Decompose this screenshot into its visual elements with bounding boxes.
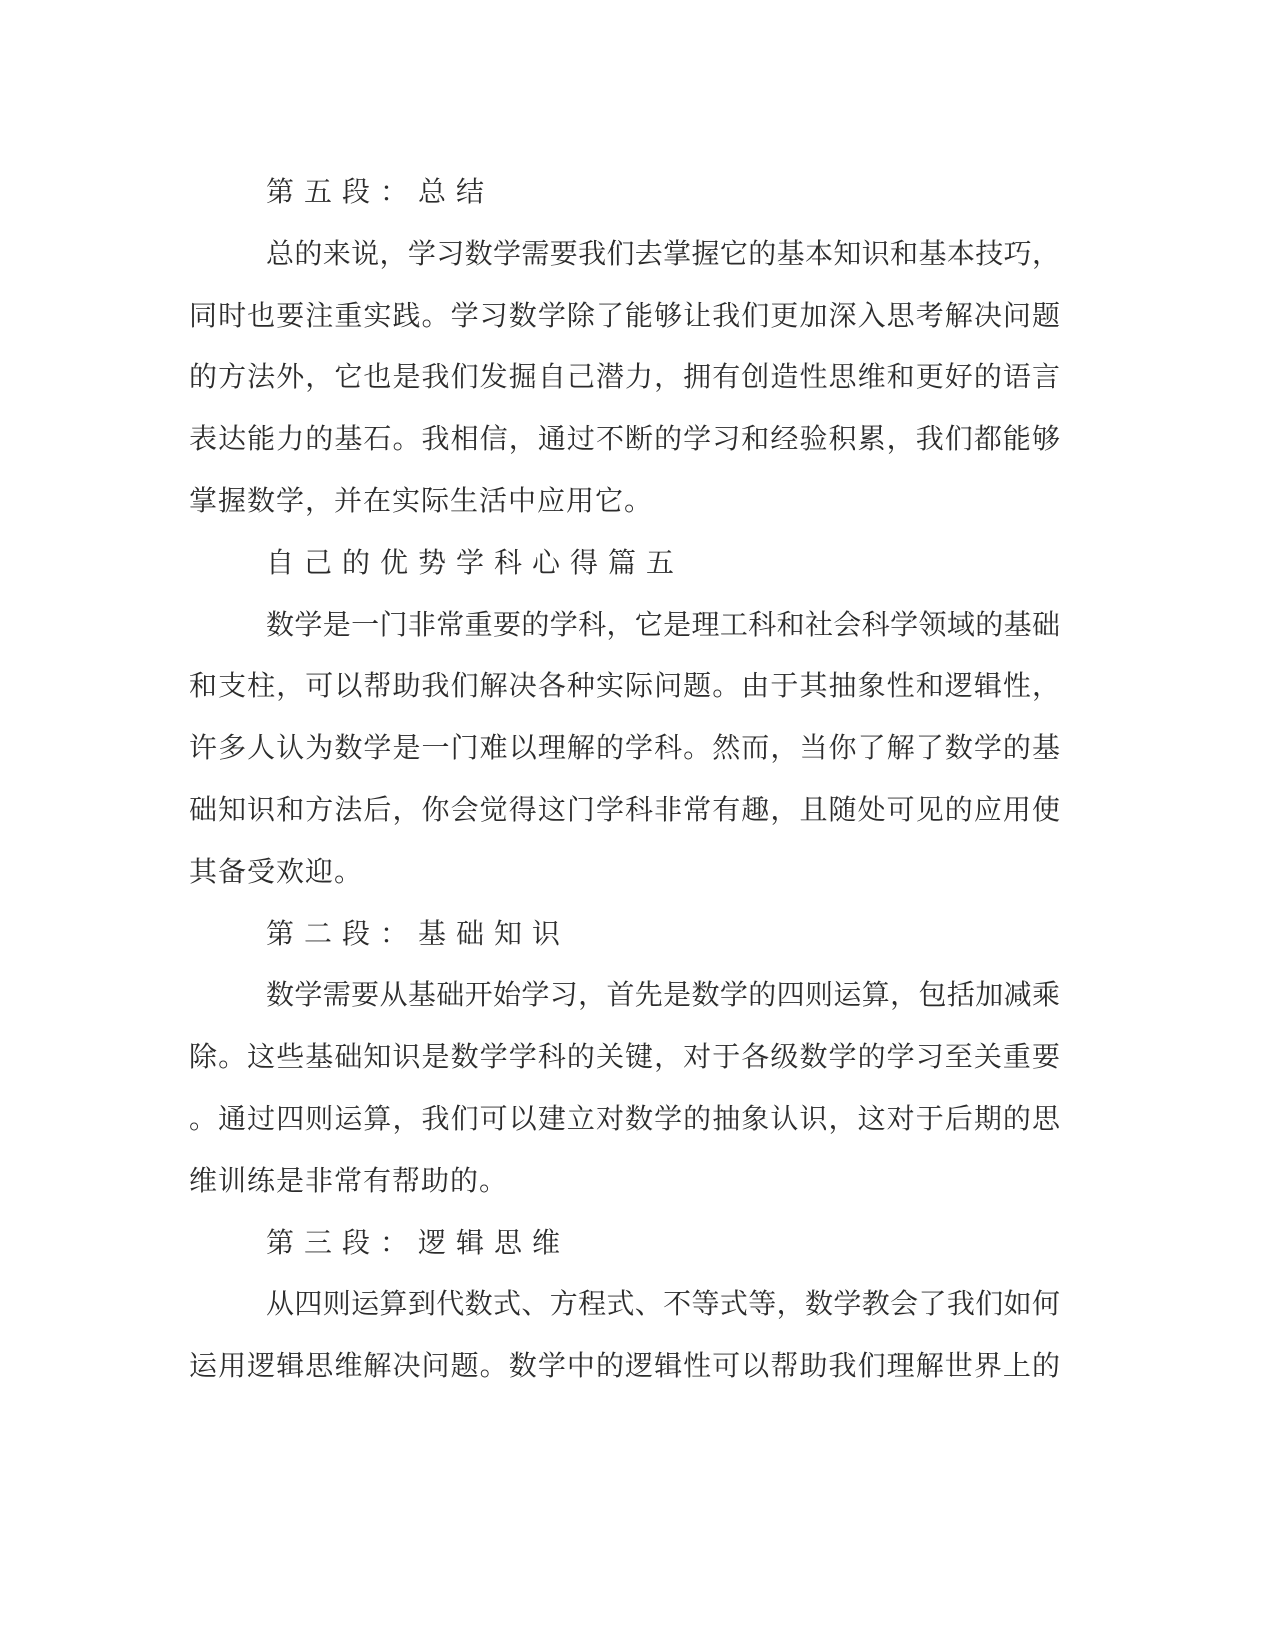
text-line: 除。这些基础知识是数学学科的关键，对于各级数学的学习至关重要 xyxy=(189,1040,1060,1074)
text-line: 总的来说，学习数学需要我们去掌握它的基本知识和基本技巧， xyxy=(266,236,1060,270)
text-line: 数学是一门非常重要的学科，它是理工科和社会科学领域的基础 xyxy=(266,607,1060,641)
text-line: 础知识和方法后，你会觉得这门学科非常有趣，且随处可见的应用使 xyxy=(189,792,1060,826)
text-line: 第五段：总结 xyxy=(266,175,495,208)
text-column xyxy=(189,161,1060,1397)
text-line: 从四则运算到代数式、方程式、不等式等，数学教会了我们如何 xyxy=(266,1287,1060,1321)
text-line: 表达能力的基石。我相信，通过不断的学习和经验积累，我们都能够 xyxy=(189,422,1060,456)
text-line: 维训练是非常有帮助的。 xyxy=(189,1163,509,1197)
text-line: 第三段：逻辑思维 xyxy=(266,1225,571,1259)
text-line: 同时也要注重实践。学习数学除了能够让我们更加深入思考解决问题 xyxy=(189,298,1060,332)
text-line: 第二段：基础知识 xyxy=(266,916,571,950)
text-line: 。通过四则运算，我们可以建立对数学的抽象认识，这对于后期的思 xyxy=(189,1101,1060,1135)
text-line: 掌握数学，并在实际生活中应用它。 xyxy=(189,483,654,517)
text-line: 的方法外，它也是我们发掘自己潜力，拥有创造性思维和更好的语言 xyxy=(189,360,1060,394)
text-line: 数学需要从基础开始学习，首先是数学的四则运算，包括加减乘 xyxy=(266,978,1060,1012)
text-line: 其备受欢迎。 xyxy=(189,854,364,888)
text-line: 自己的优势学科心得篇五 xyxy=(266,545,685,579)
text-line: 运用逻辑思维解决问题。数学中的逻辑性可以帮助我们理解世界上的 xyxy=(189,1349,1060,1383)
text-line: 和支柱，可以帮助我们解决各种实际问题。由于其抽象性和逻辑性， xyxy=(189,669,1060,703)
text-line: 许多人认为数学是一门难以理解的学科。然而，当你了解了数学的基 xyxy=(189,731,1060,765)
